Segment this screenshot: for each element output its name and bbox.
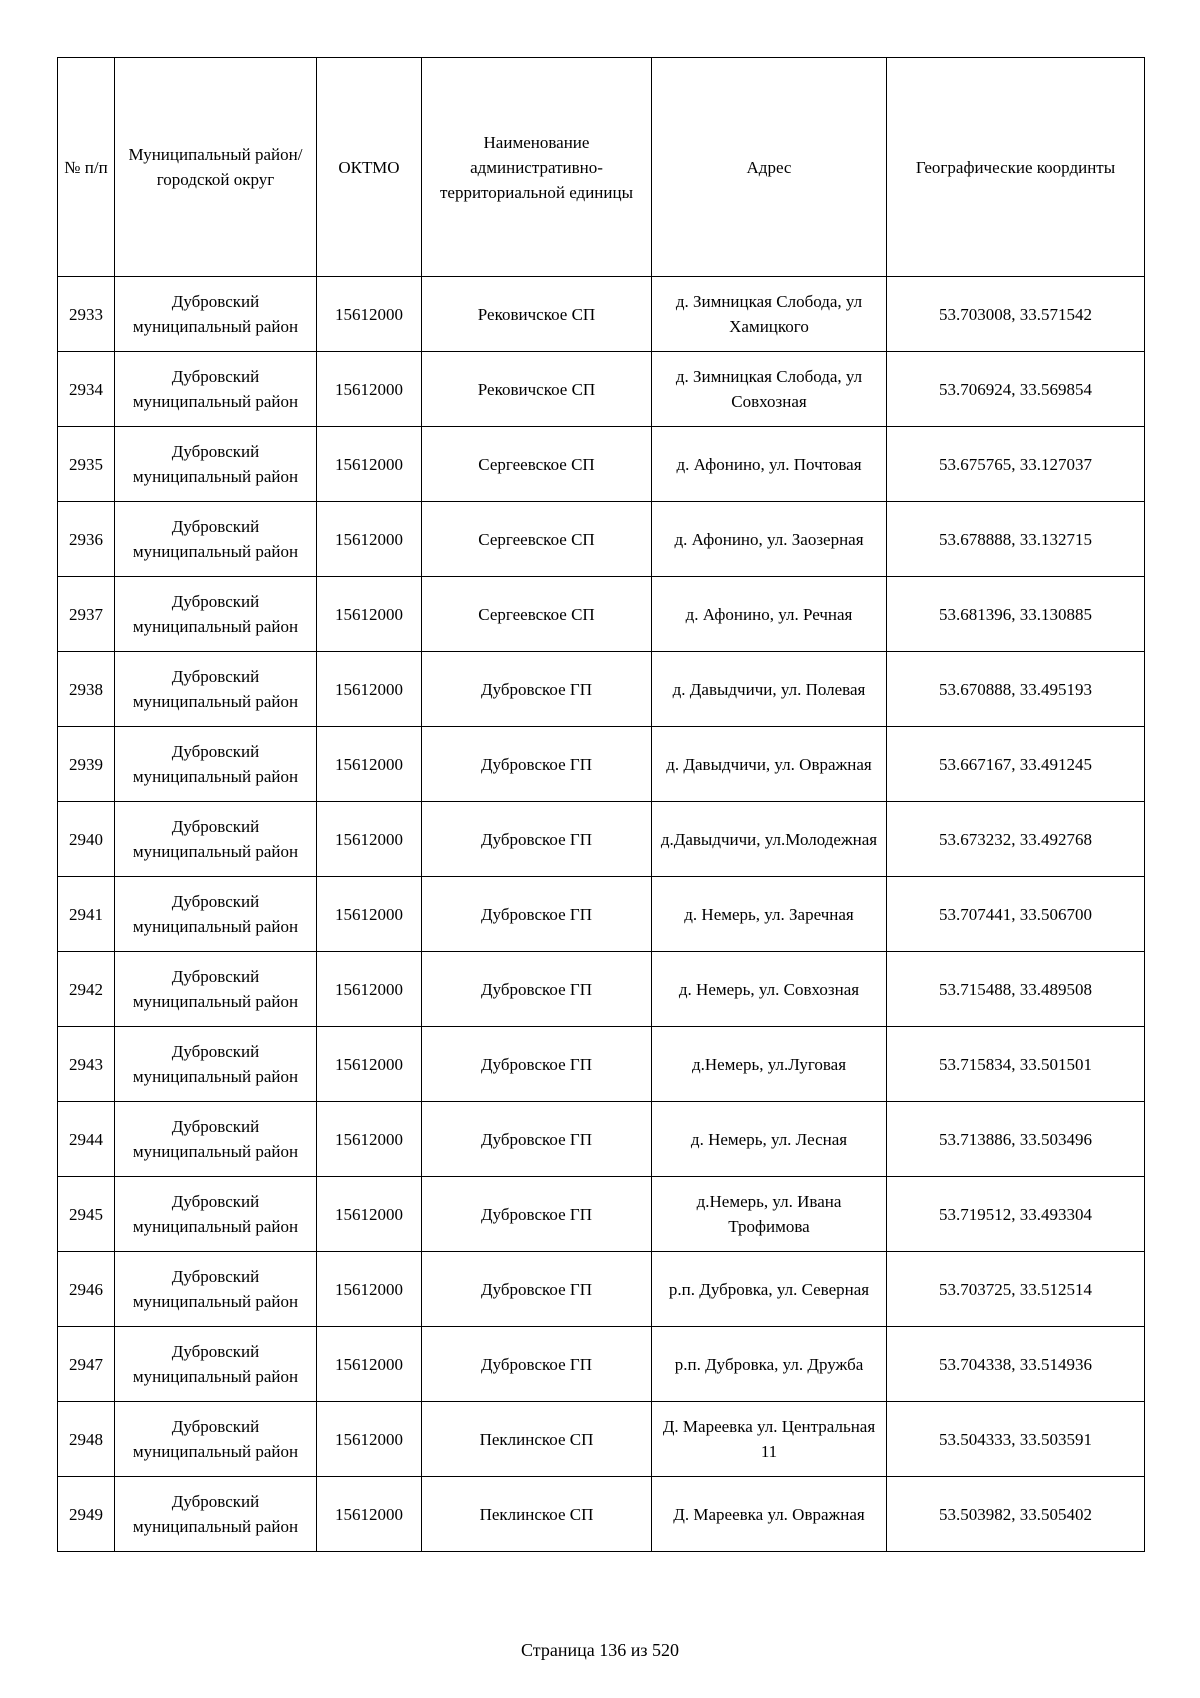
- oktmo-cell: 15612000: [317, 1252, 422, 1327]
- municipality-cell: Дубровский муниципальный район: [115, 577, 317, 652]
- table-body: [58, 277, 1145, 1552]
- table-row: [58, 502, 1145, 577]
- address-cell: д. Афонино, ул. Заозерная: [652, 502, 887, 577]
- municipality-cell: Дубровский муниципальный район: [115, 802, 317, 877]
- address-cell: д. Афонино, ул. Почтовая: [652, 427, 887, 502]
- coordinates-cell: 53.704338, 33.514936: [887, 1327, 1145, 1402]
- admin-unit-cell: Рековичское СП: [422, 352, 652, 427]
- table-row: [58, 727, 1145, 802]
- municipality-cell: Дубровский муниципальный район: [115, 427, 317, 502]
- coordinates-cell: 53.715488, 33.489508: [887, 952, 1145, 1027]
- admin-unit-cell: Дубровское ГП: [422, 1252, 652, 1327]
- coordinates-cell: 53.703725, 33.512514: [887, 1252, 1145, 1327]
- row-number-cell: 2944: [58, 1102, 115, 1177]
- coordinates-cell: 53.504333, 33.503591: [887, 1402, 1145, 1477]
- table-row: [58, 427, 1145, 502]
- address-cell: д. Немерь, ул. Лесная: [652, 1102, 887, 1177]
- header-number: № п/п: [58, 58, 115, 277]
- admin-unit-cell: Дубровское ГП: [422, 877, 652, 952]
- oktmo-cell: 15612000: [317, 427, 422, 502]
- admin-unit-cell: Пеклинское СП: [422, 1402, 652, 1477]
- header-coordinates: Географические координты: [887, 58, 1145, 277]
- table-row: [58, 1252, 1145, 1327]
- admin-unit-cell: Дубровское ГП: [422, 1177, 652, 1252]
- address-cell: д. Афонино, ул. Речная: [652, 577, 887, 652]
- admin-unit-cell: Дубровское ГП: [422, 652, 652, 727]
- table-row: [58, 277, 1145, 352]
- row-number-cell: 2946: [58, 1252, 115, 1327]
- row-number-cell: 2943: [58, 1027, 115, 1102]
- coordinates-cell: 53.673232, 33.492768: [887, 802, 1145, 877]
- row-number-cell: 2942: [58, 952, 115, 1027]
- address-cell: д. Давыдчичи, ул. Полевая: [652, 652, 887, 727]
- row-number-cell: 2935: [58, 427, 115, 502]
- coordinates-cell: 53.667167, 33.491245: [887, 727, 1145, 802]
- admin-unit-cell: Сергеевское СП: [422, 577, 652, 652]
- admin-unit-cell: Дубровское ГП: [422, 802, 652, 877]
- municipality-cell: Дубровский муниципальный район: [115, 652, 317, 727]
- table-row: [58, 1477, 1145, 1552]
- table-row: [58, 652, 1145, 727]
- oktmo-cell: 15612000: [317, 1402, 422, 1477]
- coordinates-cell: 53.678888, 33.132715: [887, 502, 1145, 577]
- coordinates-cell: 53.719512, 33.493304: [887, 1177, 1145, 1252]
- admin-unit-cell: Дубровское ГП: [422, 952, 652, 1027]
- address-cell: д. Немерь, ул. Заречная: [652, 877, 887, 952]
- oktmo-cell: 15612000: [317, 352, 422, 427]
- address-cell: д.Давыдчичи, ул.Молодежная: [652, 802, 887, 877]
- admin-unit-cell: Пеклинское СП: [422, 1477, 652, 1552]
- table-row: [58, 577, 1145, 652]
- header-address: Адрес: [652, 58, 887, 277]
- admin-unit-cell: Рековичское СП: [422, 277, 652, 352]
- address-cell: р.п. Дубровка, ул. Дружба: [652, 1327, 887, 1402]
- header-admin-unit: Наименование административно-территориальной единицы: [422, 58, 652, 277]
- admin-unit-cell: Дубровское ГП: [422, 1027, 652, 1102]
- municipality-cell: Дубровский муниципальный район: [115, 952, 317, 1027]
- coordinates-cell: 53.706924, 33.569854: [887, 352, 1145, 427]
- address-cell: р.п. Дубровка, ул. Северная: [652, 1252, 887, 1327]
- coordinates-cell: 53.670888, 33.495193: [887, 652, 1145, 727]
- address-cell: д.Немерь, ул. Ивана Трофимова: [652, 1177, 887, 1252]
- table-row: [58, 1102, 1145, 1177]
- municipality-cell: Дубровский муниципальный район: [115, 1177, 317, 1252]
- coordinates-cell: 53.681396, 33.130885: [887, 577, 1145, 652]
- row-number-cell: 2938: [58, 652, 115, 727]
- municipality-cell: Дубровский муниципальный район: [115, 352, 317, 427]
- oktmo-cell: 15612000: [317, 652, 422, 727]
- table-header: [58, 58, 1145, 277]
- oktmo-cell: 15612000: [317, 502, 422, 577]
- municipality-cell: Дубровский муниципальный район: [115, 277, 317, 352]
- address-cell: Д. Мареевка ул. Центральная 11: [652, 1402, 887, 1477]
- address-cell: д. Зимницкая Слобода, ул Совхозная: [652, 352, 887, 427]
- oktmo-cell: 15612000: [317, 1477, 422, 1552]
- municipality-cell: Дубровский муниципальный район: [115, 877, 317, 952]
- table-row: [58, 352, 1145, 427]
- row-number-cell: 2945: [58, 1177, 115, 1252]
- oktmo-cell: 15612000: [317, 877, 422, 952]
- coordinates-cell: 53.503982, 33.505402: [887, 1477, 1145, 1552]
- header-oktmo: ОКТМО: [317, 58, 422, 277]
- admin-unit-cell: Дубровское ГП: [422, 1327, 652, 1402]
- address-cell: д. Немерь, ул. Совхозная: [652, 952, 887, 1027]
- address-cell: д.Немерь, ул.Луговая: [652, 1027, 887, 1102]
- row-number-cell: 2949: [58, 1477, 115, 1552]
- coordinates-cell: 53.675765, 33.127037: [887, 427, 1145, 502]
- address-cell: д. Давыдчичи, ул. Овражная: [652, 727, 887, 802]
- admin-unit-cell: Дубровское ГП: [422, 1102, 652, 1177]
- coordinates-cell: 53.703008, 33.571542: [887, 277, 1145, 352]
- address-cell: д. Зимницкая Слобода, ул Хамицкого: [652, 277, 887, 352]
- oktmo-cell: 15612000: [317, 952, 422, 1027]
- header-row: [58, 58, 1145, 277]
- municipality-cell: Дубровский муниципальный район: [115, 1252, 317, 1327]
- table-row: [58, 1177, 1145, 1252]
- coordinates-cell: 53.707441, 33.506700: [887, 877, 1145, 952]
- municipality-cell: Дубровский муниципальный район: [115, 502, 317, 577]
- table-row: [58, 1027, 1145, 1102]
- municipality-cell: Дубровский муниципальный район: [115, 1402, 317, 1477]
- coordinates-cell: 53.713886, 33.503496: [887, 1102, 1145, 1177]
- municipality-cell: Дубровский муниципальный район: [115, 1102, 317, 1177]
- oktmo-cell: 15612000: [317, 1177, 422, 1252]
- table-row: [58, 1402, 1145, 1477]
- row-number-cell: 2941: [58, 877, 115, 952]
- admin-unit-cell: Сергеевское СП: [422, 427, 652, 502]
- oktmo-cell: 15612000: [317, 802, 422, 877]
- municipality-cell: Дубровский муниципальный район: [115, 1327, 317, 1402]
- row-number-cell: 2939: [58, 727, 115, 802]
- municipality-cell: Дубровский муниципальный район: [115, 727, 317, 802]
- header-municipality: Муниципальный район/городской округ: [115, 58, 317, 277]
- oktmo-cell: 15612000: [317, 577, 422, 652]
- locations-table: [57, 57, 1145, 1552]
- oktmo-cell: 15612000: [317, 1327, 422, 1402]
- oktmo-cell: 15612000: [317, 727, 422, 802]
- row-number-cell: 2937: [58, 577, 115, 652]
- table-row: [58, 952, 1145, 1027]
- admin-unit-cell: Сергеевское СП: [422, 502, 652, 577]
- row-number-cell: 2936: [58, 502, 115, 577]
- coordinates-cell: 53.715834, 33.501501: [887, 1027, 1145, 1102]
- table-row: [58, 1327, 1145, 1402]
- municipality-cell: Дубровский муниципальный район: [115, 1477, 317, 1552]
- row-number-cell: 2934: [58, 352, 115, 427]
- table-row: [58, 802, 1145, 877]
- row-number-cell: 2947: [58, 1327, 115, 1402]
- admin-unit-cell: Дубровское ГП: [422, 727, 652, 802]
- oktmo-cell: 15612000: [317, 1027, 422, 1102]
- page-number: Страница 136 из 520: [521, 1640, 679, 1660]
- row-number-cell: 2948: [58, 1402, 115, 1477]
- table-row: [58, 877, 1145, 952]
- row-number-cell: 2940: [58, 802, 115, 877]
- address-cell: Д. Мареевка ул. Овражная: [652, 1477, 887, 1552]
- row-number-cell: 2933: [58, 277, 115, 352]
- oktmo-cell: 15612000: [317, 277, 422, 352]
- oktmo-cell: 15612000: [317, 1102, 422, 1177]
- municipality-cell: Дубровский муниципальный район: [115, 1027, 317, 1102]
